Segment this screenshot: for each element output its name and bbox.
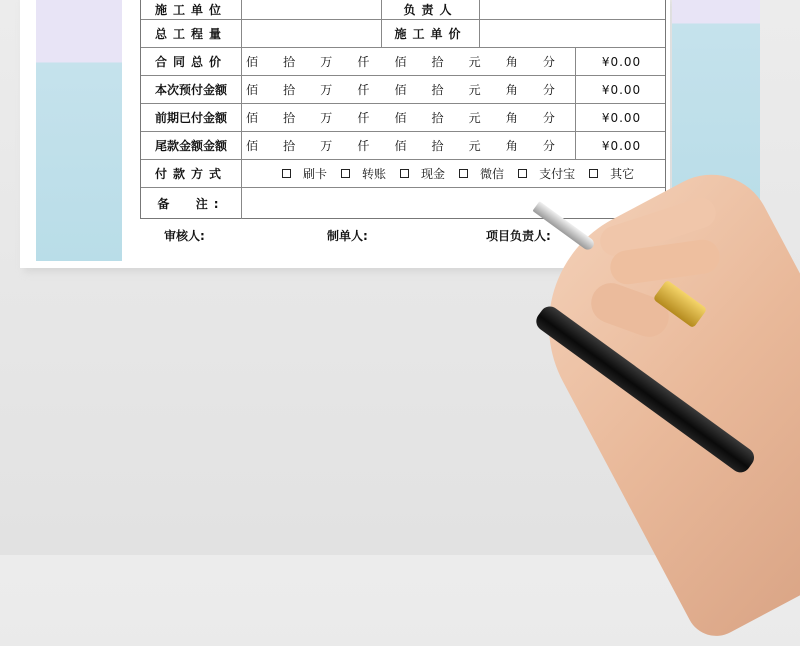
unit-shi: 拾 (431, 139, 444, 153)
label-remark: 备 注: (157, 197, 225, 211)
label-previous-paid: 前期已付金额 (154, 111, 227, 125)
unit-qian: 仟 (357, 55, 370, 69)
footer-preparer: 制单人: (327, 229, 368, 243)
unit-bai: 佰 (394, 55, 407, 69)
unit-qian: 仟 (357, 111, 370, 125)
row-contract-total (141, 47, 665, 75)
option-label: 微信 (480, 167, 505, 181)
unit-fen: 分 (542, 139, 555, 153)
digit-units (241, 104, 575, 131)
unit-bai: 佰 (246, 111, 259, 125)
amount-balance[interactable]: ¥0.00 (575, 132, 667, 159)
option-label: 其它 (610, 167, 635, 181)
unit-fen: 分 (542, 111, 555, 125)
unit-bai: 佰 (246, 139, 259, 153)
row-construction-unit (141, 0, 665, 19)
checkbox-icon (518, 169, 527, 178)
decor-strip-left (36, 0, 122, 261)
unit-shi: 拾 (283, 83, 296, 97)
label-balance: 尾款金额金额 (154, 139, 227, 153)
unit-shi: 拾 (283, 139, 296, 153)
amount-advance-payment[interactable]: ¥0.00 (575, 76, 667, 103)
digit-units (241, 48, 575, 75)
checkbox-wechat[interactable] (459, 165, 504, 182)
unit-jiao: 角 (505, 55, 518, 69)
option-label: 转账 (362, 167, 387, 181)
row-advance-payment (141, 75, 665, 103)
row-total-quantity (141, 19, 665, 47)
unit-fen: 分 (542, 55, 555, 69)
amount-contract-total[interactable]: ¥0.00 (575, 48, 667, 75)
footer-project-lead: 项目负责人: (486, 229, 551, 243)
unit-shi: 拾 (431, 111, 444, 125)
unit-wan: 万 (320, 111, 333, 125)
checkbox-card[interactable] (282, 165, 327, 182)
unit-wan: 万 (320, 83, 333, 97)
label-payment-method: 付款方式 (154, 167, 227, 181)
field-total-quantity[interactable] (241, 20, 381, 47)
unit-jiao: 角 (505, 139, 518, 153)
label-contract-total: 合同总价 (154, 55, 227, 69)
row-remark (141, 187, 665, 219)
unit-yuan: 元 (468, 111, 481, 125)
checkbox-icon (341, 169, 350, 178)
field-unit-price[interactable] (479, 20, 667, 47)
row-previous-paid (141, 103, 665, 131)
unit-bai: 佰 (394, 111, 407, 125)
unit-qian: 仟 (357, 83, 370, 97)
unit-wan: 万 (320, 55, 333, 69)
checkbox-alipay[interactable] (518, 165, 575, 182)
unit-jiao: 角 (505, 83, 518, 97)
option-label: 支付宝 (539, 167, 576, 181)
unit-yuan: 元 (468, 139, 481, 153)
unit-bai: 佰 (394, 83, 407, 97)
row-payment-method (141, 159, 665, 187)
unit-bai: 佰 (394, 139, 407, 153)
digit-units (241, 132, 575, 159)
unit-bai: 佰 (246, 55, 259, 69)
unit-shi: 拾 (431, 83, 444, 97)
digit-units (241, 76, 575, 103)
unit-jiao: 角 (505, 111, 518, 125)
unit-wan: 万 (320, 139, 333, 153)
footer-auditor: 审核人: (164, 229, 205, 243)
label-total-quantity: 总工程量 (154, 27, 227, 41)
checkbox-icon (282, 169, 291, 178)
payment-options (241, 160, 667, 187)
label-construction-unit: 施工单位 (154, 2, 227, 17)
checkbox-other[interactable] (589, 165, 634, 182)
checkbox-icon (459, 169, 468, 178)
unit-shi: 拾 (283, 111, 296, 125)
row-balance (141, 131, 665, 159)
unit-bai: 佰 (246, 83, 259, 97)
checkbox-icon (400, 169, 409, 178)
unit-qian: 仟 (357, 139, 370, 153)
label-advance-payment: 本次预付金额 (154, 83, 227, 97)
unit-shi: 拾 (431, 55, 444, 69)
amount-previous-paid[interactable]: ¥0.00 (575, 104, 667, 131)
unit-yuan: 元 (468, 55, 481, 69)
label-unit-price: 施工单价 (381, 20, 479, 47)
checkbox-cash[interactable] (400, 165, 445, 182)
payment-form-table (140, 0, 666, 219)
unit-yuan: 元 (468, 83, 481, 97)
field-remark[interactable] (241, 188, 667, 219)
checkbox-transfer[interactable] (341, 165, 386, 182)
label-person-in-charge: 负责人 (381, 0, 479, 19)
option-label: 刷卡 (303, 167, 328, 181)
field-person-in-charge[interactable] (479, 0, 667, 19)
option-label: 现金 (421, 167, 446, 181)
unit-fen: 分 (542, 83, 555, 97)
unit-shi: 拾 (283, 55, 296, 69)
checkbox-icon (589, 169, 598, 178)
field-construction-unit[interactable] (241, 0, 381, 19)
